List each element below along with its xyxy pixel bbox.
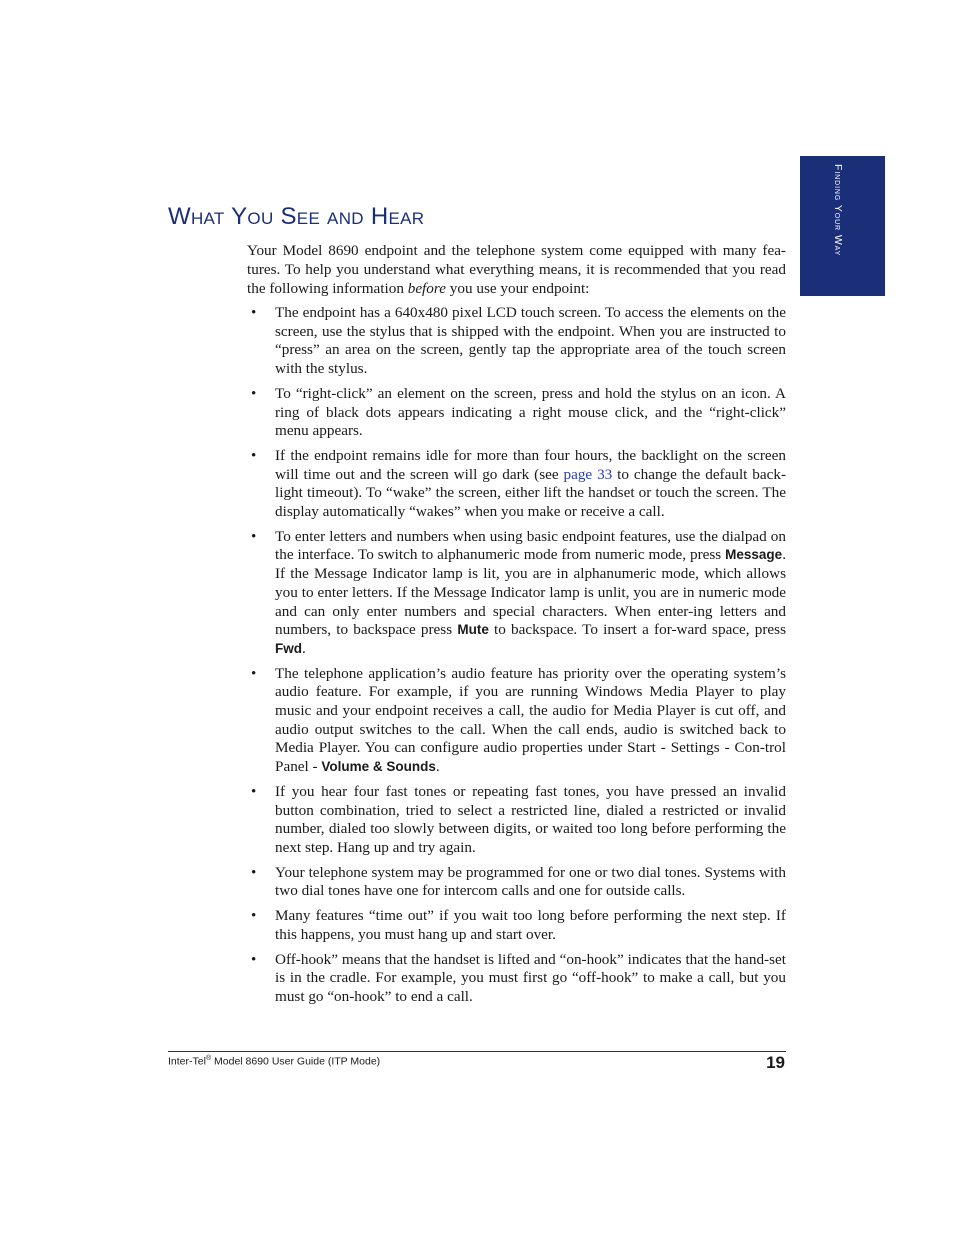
tips-list: [247, 304, 786, 1013]
list-item-text: to change the default back-light timeout). To “wake” the screen, either lift the handset or touch the screen. The display automatically “wakes” when you make or receive a call.: [275, 465, 787, 521]
bullet-icon: •: [251, 907, 257, 925]
list-item-text: Many features “time out” if you wait too long before performing the next step. If this happens, you must hang up and start over.: [275, 907, 786, 943]
registered-mark: ®: [205, 1055, 212, 1062]
list-item-text: Off-hook” means that the handset is lifted and “on-hook” indicates that the hand-set is in the cradle. For example, you must first go “off-hook” to make a call, but you must go “on-hook” to end a call.: [275, 950, 786, 1005]
list-item-text: To enter letters and numbers when using basic endpoint features, use the dialpad on the interface. To switch to alphanumeric mode from numeric mode, press: [275, 527, 786, 564]
intro-text-end: you use your endpoint:: [445, 280, 590, 297]
key-label-message: Message: [725, 547, 783, 563]
list-item: [247, 665, 786, 777]
footer-title: [168, 1055, 380, 1068]
footer-divider: [168, 1051, 786, 1052]
list-item-text: to backspace. To insert a for-ward space, press: [488, 621, 786, 639]
list-item-text: If the endpoint remains idle for more than four hours, the backlight on the screen will time out and the screen will go dark (see: [275, 446, 786, 483]
list-item-text: .: [302, 639, 306, 657]
list-item: [247, 528, 786, 659]
bullet-icon: •: [251, 304, 257, 321]
bullet-icon: •: [251, 863, 257, 881]
list-item-text: .: [435, 758, 440, 776]
list-item-text: . If the Message Indicator lamp is lit, you are in alphanumeric mode, which allows you to enter letters. If the Message Indicator lamp is unlit, you are in numeric mode and can only enter numbers and special characters. When enter-ing letters and numbers, to backspace press: [275, 546, 786, 639]
bullet-icon: •: [251, 527, 257, 545]
footer-brand: Inter-Tel: [168, 1055, 206, 1068]
bullet-icon: •: [251, 384, 257, 402]
intro-emphasis: before: [407, 280, 446, 297]
bullet-icon: •: [251, 664, 257, 682]
list-item-text: The telephone application’s audio feature has priority over the operating system’s audio feature. For example, if you are running Windows Media Player to play music and your endpoint receives a call, the audio for Media Player is cut off, and audio output switches to the call. When the call ends, audio is switched back to Media Player. You can configure audio properties under Start - Settings - Con-trol Panel -: [275, 664, 786, 776]
list-item: [247, 783, 786, 858]
list-item-text: The endpoint has a 640x480 pixel LCD touch screen. To access the elements on the screen, use the stylus that is shipped with the endpoint. When you are instructed to “press” an area on the screen, gently tap the appropriate area of the touch screen with the stylus.: [275, 304, 786, 378]
list-item: [247, 304, 786, 379]
key-label-fwd: Fwd: [275, 640, 302, 656]
list-item: [247, 447, 786, 522]
chapter-tab: [800, 156, 885, 296]
list-item-text: If you hear four fast tones or repeating fast tones, you have pressed an invalid button combination, tried to select a restricted line, dialed a restricted or invalid number, dialed too slowly between digits, or waited too long before performing the next step. Hang up and try again.: [275, 782, 786, 856]
page-number: 19: [766, 1053, 785, 1072]
list-item: [247, 907, 786, 944]
section-title: What You See and Hear: [168, 203, 425, 230]
bullet-icon: •: [251, 950, 257, 968]
intro-text: Your Model 8690 endpoint and the telephone system come equipped with many fea-tures. To help you understand what everything means, it is recommended that you read the following information: [247, 242, 786, 297]
footer-guide-title: Model 8690 User Guide (ITP Mode): [211, 1055, 381, 1068]
list-item-text: To “right-click” an element on the screen, press and hold the stylus on an icon. A ring of black dots appears indicating a right mouse click, and the “right-click” menu appears.: [275, 384, 786, 440]
chapter-tab-label: Finding Your Way: [832, 164, 844, 257]
list-item: [247, 864, 786, 901]
list-item-text: Your telephone system may be programmed for one or two dial tones. Systems with two dial tones have one for intercom calls and one for outside calls.: [275, 863, 786, 900]
bullet-icon: •: [251, 782, 257, 800]
bullet-icon: •: [251, 446, 257, 464]
intro-paragraph: [247, 241, 786, 298]
page-link[interactable]: page 33: [563, 465, 613, 483]
list-item: [247, 951, 786, 1007]
key-label-mute: Mute: [457, 622, 489, 638]
list-item: [247, 385, 786, 441]
key-label-volume-sounds: Volume & Sounds: [321, 759, 436, 775]
